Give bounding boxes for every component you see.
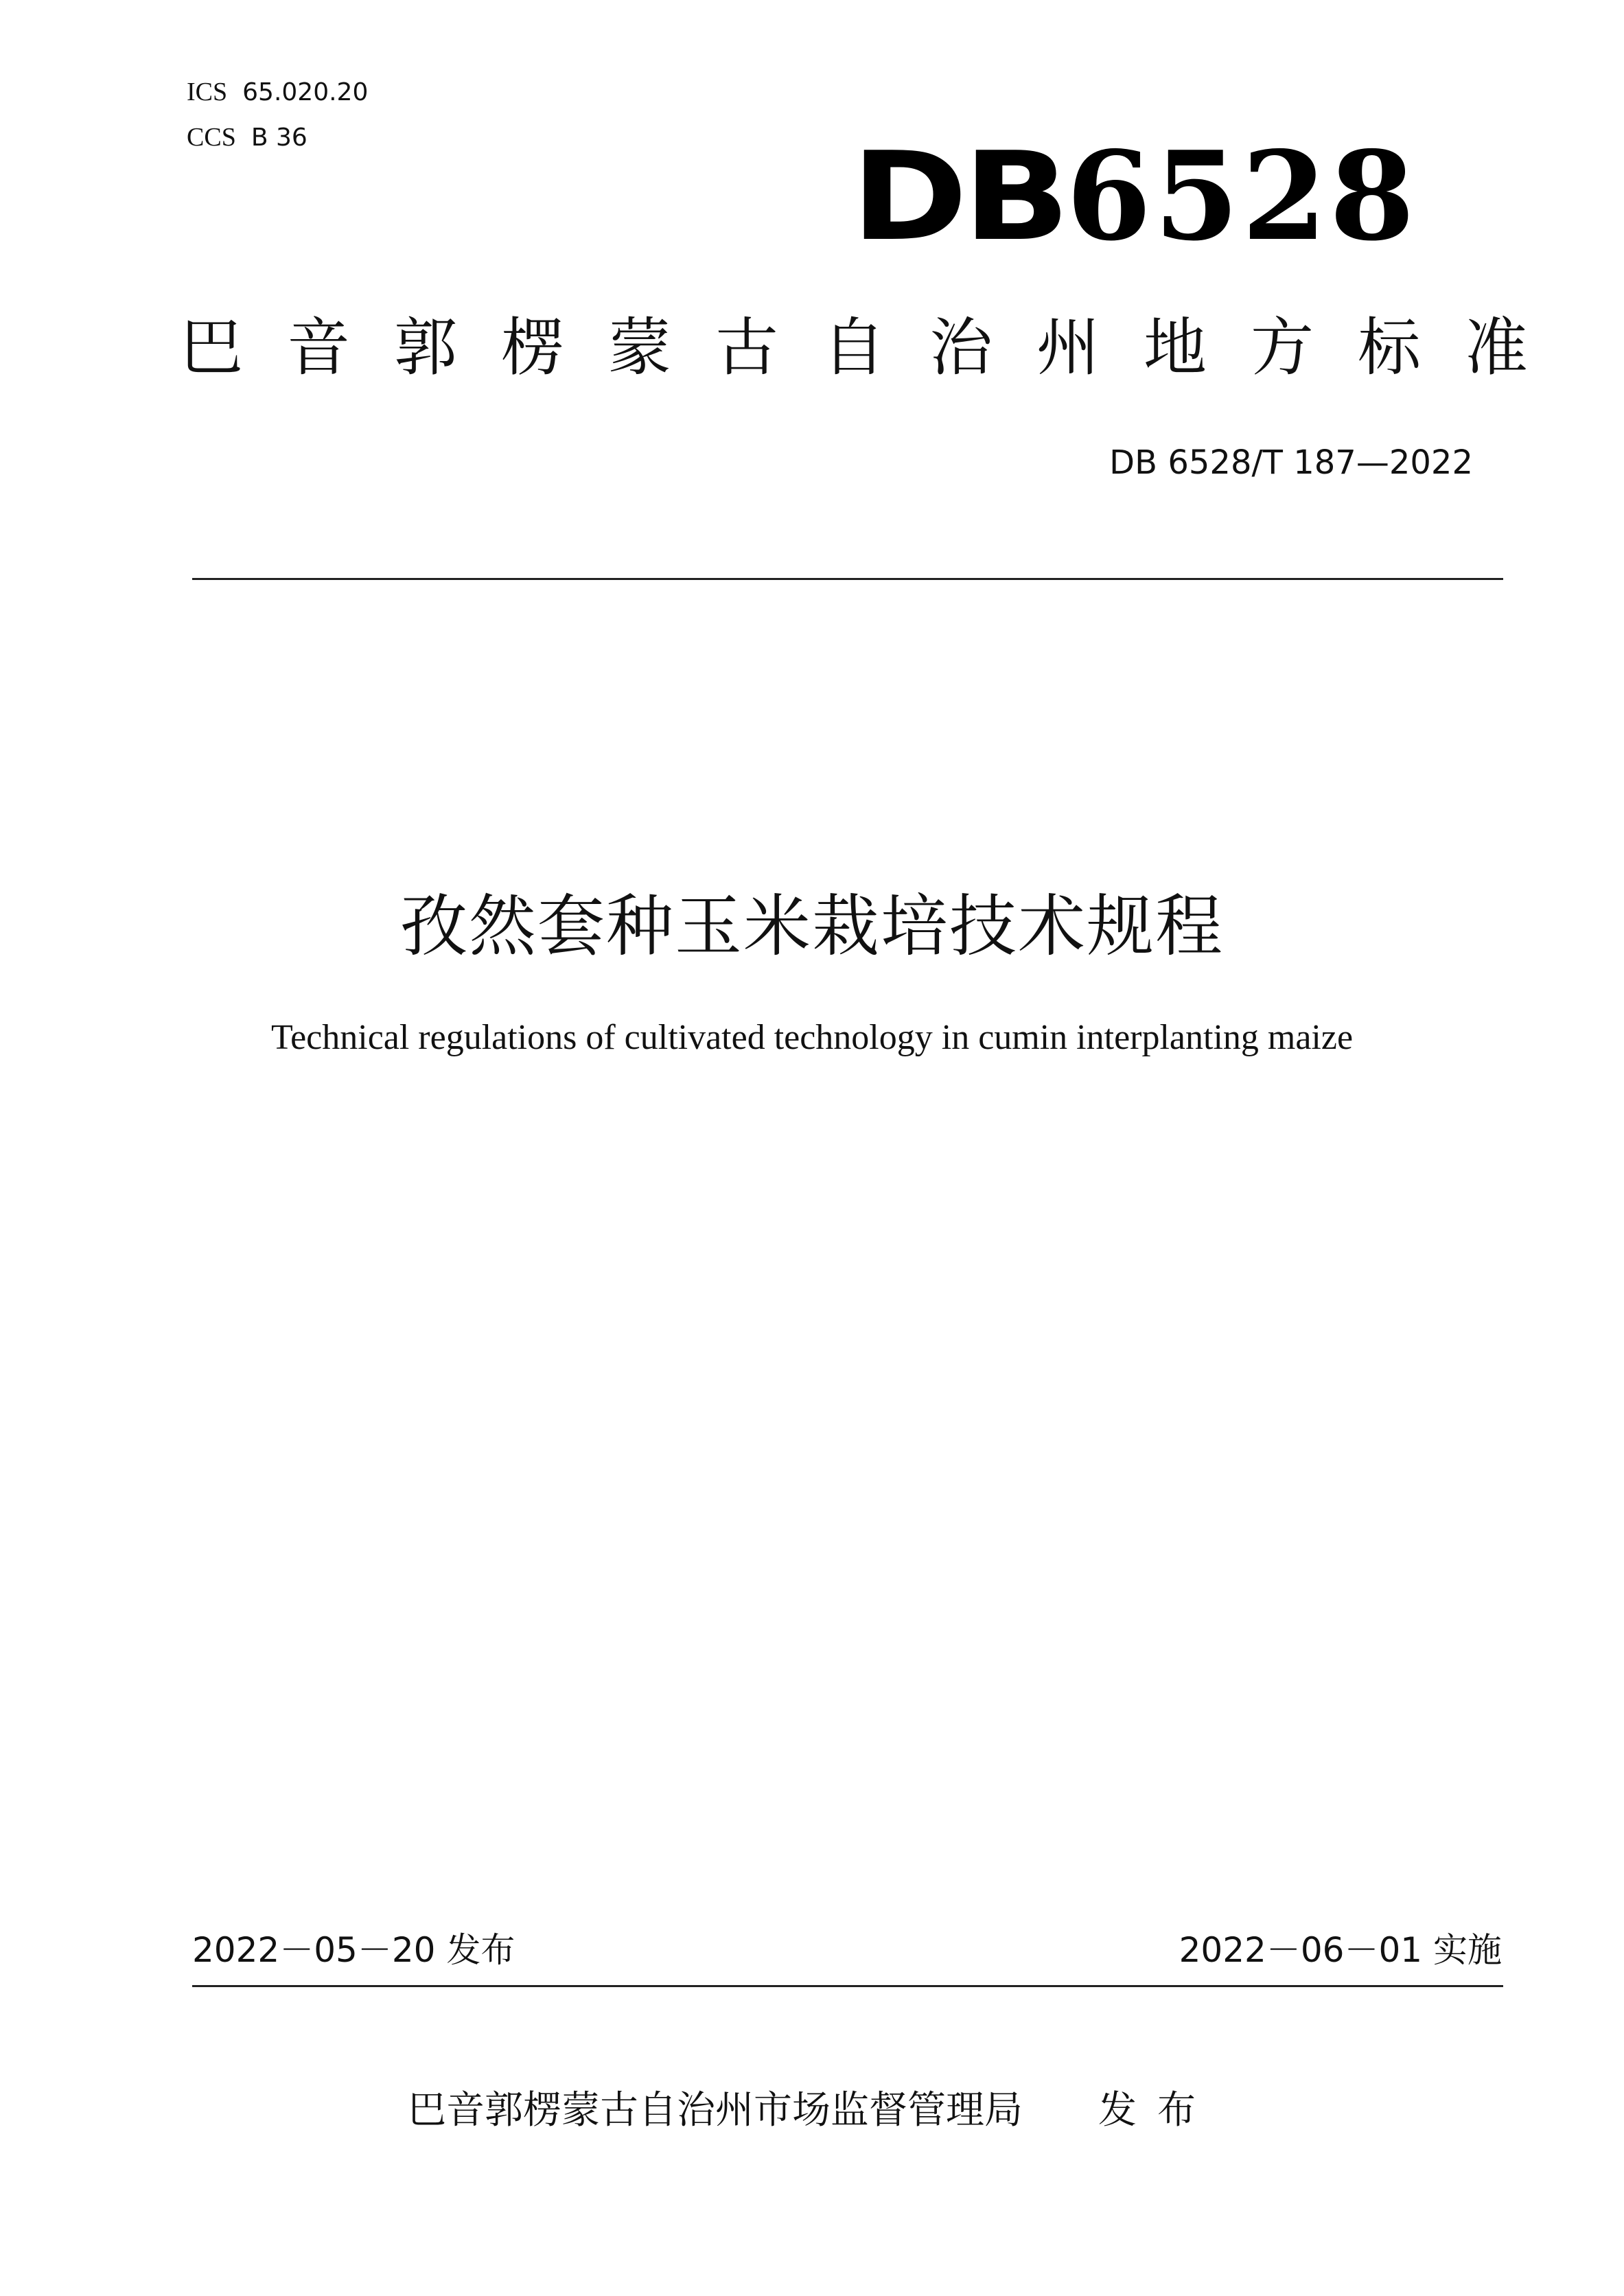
- ccs-label: CCS: [187, 123, 236, 152]
- publish-date: 2022－05－20 发布: [192, 1930, 515, 1970]
- ics-classification: [187, 77, 368, 108]
- publisher-action: 发布: [1098, 2088, 1216, 2133]
- ccs-value: B 36: [251, 124, 308, 152]
- standard-logo-prefix: DB: [851, 126, 1066, 268]
- standard-logo: [851, 124, 1417, 268]
- authority-title: 巴音郭楞蒙古自治州地方标准: [180, 311, 1573, 384]
- document-title-en: Technical regulations of cultivated technology in cumin interplanting maize: [270, 1018, 1354, 1057]
- publisher: [0, 2087, 1624, 2135]
- ics-value: 65.020.20: [242, 78, 369, 106]
- header-divider: [192, 578, 1503, 580]
- publisher-name: 巴音郭楞蒙古自治州市场监督管理局: [408, 2088, 1023, 2133]
- footer-divider: [192, 1985, 1503, 1987]
- standard-number: DB 6528/T 187—2022: [1109, 443, 1473, 482]
- standard-logo-code: 6528: [1066, 124, 1417, 268]
- ics-label: ICS: [187, 78, 228, 106]
- document-title-cn: 孜然套种玉米栽培技术规程: [399, 888, 1224, 966]
- ccs-classification: [187, 122, 308, 153]
- effective-date: 2022－06－01 实施: [1179, 1930, 1502, 1970]
